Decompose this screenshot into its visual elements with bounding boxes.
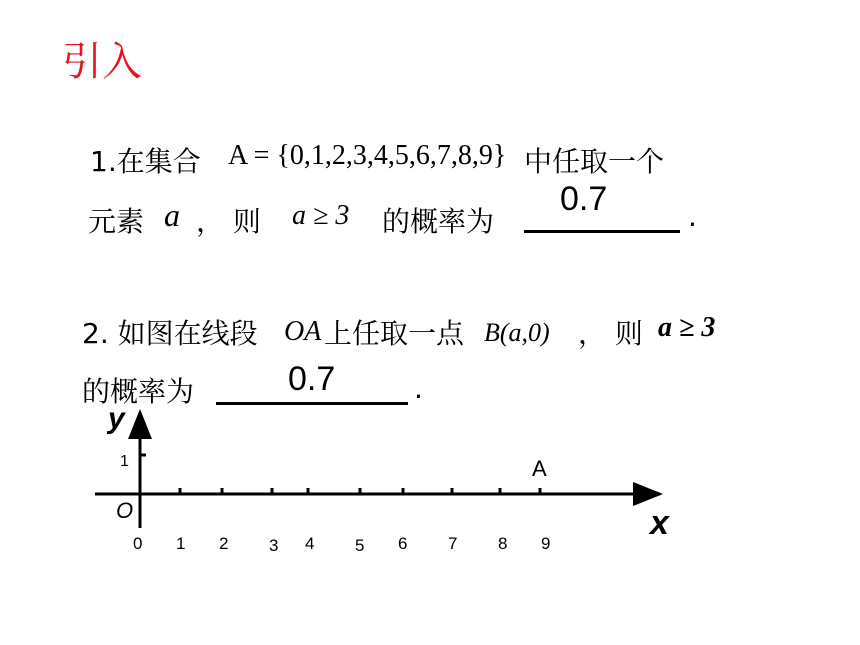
q2-segment: OA: [284, 316, 322, 347]
x-tick-label-5: 5: [355, 536, 365, 555]
x-tick-label-9: 9: [541, 534, 551, 553]
q1-line2-a: 元素: [88, 205, 145, 238]
q2-end: .: [414, 372, 423, 405]
q1-set: A = {0,1,2,3,4,5,6,7,8,9}: [228, 140, 507, 171]
x-tick-label-1: 1: [176, 534, 186, 553]
q1-end: .: [688, 200, 697, 233]
q1-var: a: [164, 197, 180, 233]
x-tick-label-3: 3: [269, 536, 279, 555]
x-tick-labels: [133, 534, 550, 555]
x-tick-label-2: 2: [219, 534, 229, 553]
q1-condition: a ≥ 3: [292, 200, 350, 231]
x-tick-label-4: 4: [305, 534, 315, 553]
point-a-label: A: [532, 456, 547, 481]
slide-title: 引入: [62, 39, 142, 85]
x-tick-label-0: 0: [133, 534, 143, 553]
q2-condition: a ≥ 3: [658, 312, 716, 343]
q2-mid: 上任取一点: [324, 317, 465, 350]
x-tick-label-8: 8: [498, 534, 508, 553]
q2-comma: ， 则: [578, 317, 643, 350]
q1-line2-c: 的概率为: [382, 205, 495, 238]
q2-line2: 的概率为: [82, 375, 195, 408]
q1-suffix: 中任取一个: [524, 145, 665, 178]
y-tick-label: 1: [120, 453, 129, 470]
y-axis-label: y: [108, 402, 125, 435]
q2-prefix: 2. 如图在线段: [82, 317, 258, 350]
x-tick-label-6: 6: [398, 534, 408, 553]
origin-label: O: [116, 498, 134, 523]
x-axis-label: x: [650, 504, 669, 542]
q2-point: B(a,0): [484, 318, 550, 347]
x-tick-label-7: 7: [448, 534, 458, 553]
q1-line2-b: ， 则: [196, 205, 261, 238]
q2-answer: 0.7: [288, 360, 336, 398]
q1-prefix: 1.在集合: [90, 145, 201, 178]
q1-answer: 0.7: [560, 180, 608, 218]
